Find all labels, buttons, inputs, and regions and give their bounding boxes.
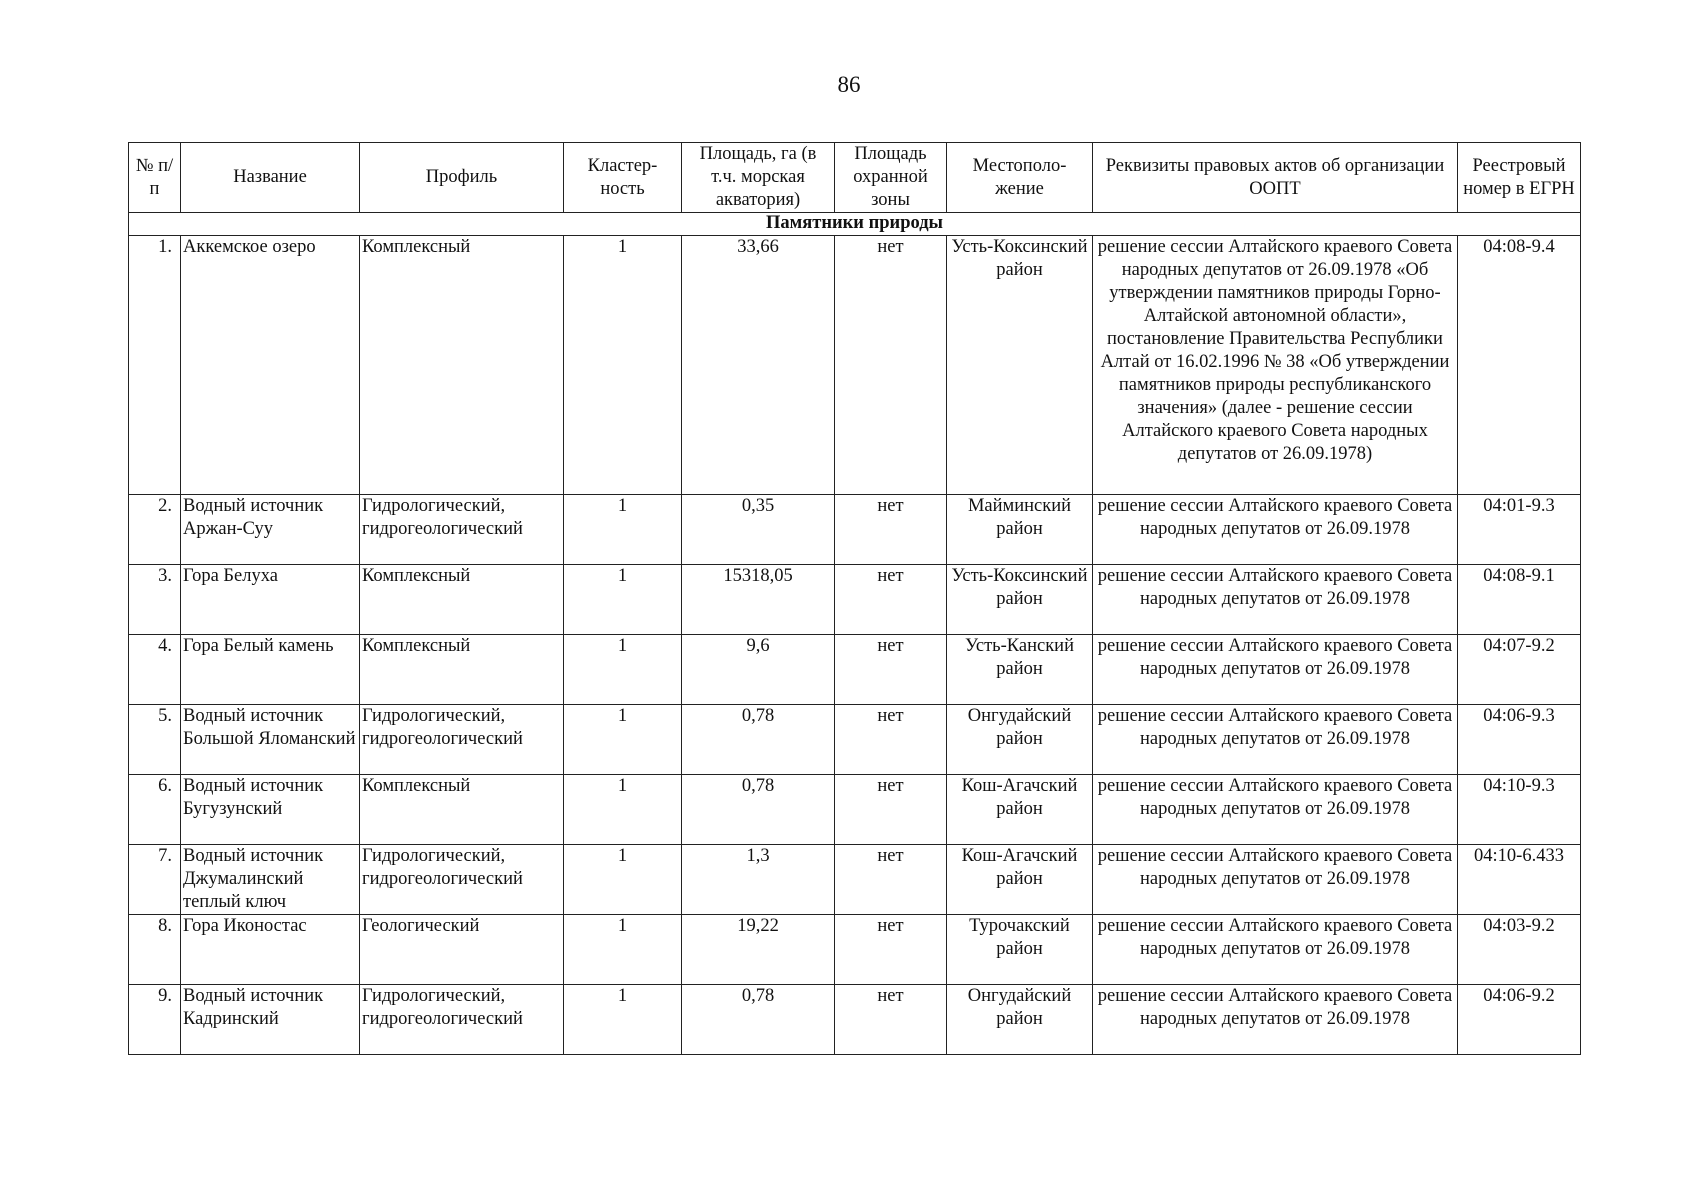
cell-profile: Комплексный bbox=[360, 236, 564, 495]
cell-profile: Геологический bbox=[360, 915, 564, 985]
cell-name: Водный источник Кадринский bbox=[181, 985, 360, 1055]
cell-registry: 04:10-6.433 bbox=[1458, 845, 1581, 915]
cell-num: 7. bbox=[129, 845, 181, 915]
cell-profile: Комплексный bbox=[360, 565, 564, 635]
table-row bbox=[129, 495, 1581, 565]
table-row bbox=[129, 565, 1581, 635]
cell-acts: решение сессии Алтайского краевого Совета народных депутатов от 26.09.1978 bbox=[1093, 775, 1458, 845]
cell-name: Гора Иконостас bbox=[181, 915, 360, 985]
cell-area: 33,66 bbox=[682, 236, 835, 495]
cell-num: 5. bbox=[129, 705, 181, 775]
cell-acts: решение сессии Алтайского краевого Совета народных депутатов от 26.09.1978 bbox=[1093, 495, 1458, 565]
cell-area: 0,78 bbox=[682, 705, 835, 775]
table-header-row bbox=[129, 143, 1581, 213]
cell-area: 0,35 bbox=[682, 495, 835, 565]
table-row bbox=[129, 985, 1581, 1055]
cell-num: 8. bbox=[129, 915, 181, 985]
section-row bbox=[129, 213, 1581, 236]
cell-location: Майминский район bbox=[947, 495, 1093, 565]
table-row bbox=[129, 845, 1581, 915]
cell-zone: нет bbox=[835, 635, 947, 705]
cell-profile: Гидрологический, гидрогеологический bbox=[360, 985, 564, 1055]
table-row bbox=[129, 775, 1581, 845]
cell-zone: нет bbox=[835, 565, 947, 635]
cell-cluster: 1 bbox=[564, 635, 682, 705]
cell-cluster: 1 bbox=[564, 775, 682, 845]
cell-area: 15318,05 bbox=[682, 565, 835, 635]
header-zone: Площадь охранной зоны bbox=[835, 143, 947, 213]
cell-location: Онгудайский район bbox=[947, 705, 1093, 775]
cell-location: Усть-Коксинский район bbox=[947, 236, 1093, 495]
page-number: 86 bbox=[837, 72, 861, 97]
cell-location: Усть-Коксинский район bbox=[947, 565, 1093, 635]
cell-location: Кош-Агачский район bbox=[947, 845, 1093, 915]
table-row bbox=[129, 236, 1581, 495]
cell-registry: 04:08-9.1 bbox=[1458, 565, 1581, 635]
header-profile: Профиль bbox=[360, 143, 564, 213]
cell-area: 0,78 bbox=[682, 775, 835, 845]
cell-registry: 04:10-9.3 bbox=[1458, 775, 1581, 845]
cell-cluster: 1 bbox=[564, 985, 682, 1055]
cell-location: Турочакский район bbox=[947, 915, 1093, 985]
header-num: № п/п bbox=[129, 143, 181, 213]
cell-name: Гора Белуха bbox=[181, 565, 360, 635]
cell-registry: 04:01-9.3 bbox=[1458, 495, 1581, 565]
header-cluster: Кластер-ность bbox=[564, 143, 682, 213]
cell-cluster: 1 bbox=[564, 705, 682, 775]
cell-acts: решение сессии Алтайского краевого Совета народных депутатов от 26.09.1978 bbox=[1093, 705, 1458, 775]
cell-area: 0,78 bbox=[682, 985, 835, 1055]
cell-zone: нет bbox=[835, 985, 947, 1055]
cell-num: 3. bbox=[129, 565, 181, 635]
cell-name: Водный источник Аржан-Суу bbox=[181, 495, 360, 565]
table-row bbox=[129, 705, 1581, 775]
cell-registry: 04:06-9.3 bbox=[1458, 705, 1581, 775]
header-name: Название bbox=[181, 143, 360, 213]
cell-acts: решение сессии Алтайского краевого Совета народных депутатов от 26.09.1978 «Об утверждении памятников природы Горно-Алтайской автономной области», постановление Правительства Республики Алтай от 16.02.1996 № 38 «Об утверждении памятников природы республиканского значения» (далее - решение сессии Алтайского краевого Совета народных депутатов от 26.09.1978) bbox=[1093, 236, 1458, 495]
protected-areas-table bbox=[128, 142, 1581, 1055]
cell-zone: нет bbox=[835, 495, 947, 565]
cell-cluster: 1 bbox=[564, 495, 682, 565]
section-title: Памятники природы bbox=[129, 213, 1581, 236]
cell-num: 6. bbox=[129, 775, 181, 845]
cell-registry: 04:03-9.2 bbox=[1458, 915, 1581, 985]
cell-acts: решение сессии Алтайского краевого Совета народных депутатов от 26.09.1978 bbox=[1093, 565, 1458, 635]
cell-acts: решение сессии Алтайского краевого Совета народных депутатов от 26.09.1978 bbox=[1093, 635, 1458, 705]
cell-name: Гора Белый камень bbox=[181, 635, 360, 705]
cell-profile: Гидрологический, гидрогеологический bbox=[360, 705, 564, 775]
cell-cluster: 1 bbox=[564, 236, 682, 495]
cell-name: Водный источник Большой Яломанский bbox=[181, 705, 360, 775]
cell-registry: 04:07-9.2 bbox=[1458, 635, 1581, 705]
cell-zone: нет bbox=[835, 775, 947, 845]
cell-cluster: 1 bbox=[564, 915, 682, 985]
cell-cluster: 1 bbox=[564, 565, 682, 635]
cell-location: Усть-Канский район bbox=[947, 635, 1093, 705]
cell-zone: нет bbox=[835, 236, 947, 495]
cell-num: 9. bbox=[129, 985, 181, 1055]
header-area: Площадь, га (в т.ч. морская акватория) bbox=[682, 143, 835, 213]
cell-profile: Гидрологический, гидрогеологический bbox=[360, 845, 564, 915]
cell-registry: 04:06-9.2 bbox=[1458, 985, 1581, 1055]
table-row bbox=[129, 915, 1581, 985]
cell-acts: решение сессии Алтайского краевого Совета народных депутатов от 26.09.1978 bbox=[1093, 985, 1458, 1055]
header-registry: Реестровый номер в ЕГРН bbox=[1458, 143, 1581, 213]
cell-acts: решение сессии Алтайского краевого Совета народных депутатов от 26.09.1978 bbox=[1093, 845, 1458, 915]
cell-zone: нет bbox=[835, 845, 947, 915]
cell-profile: Комплексный bbox=[360, 775, 564, 845]
cell-cluster: 1 bbox=[564, 845, 682, 915]
cell-location: Кош-Агачский район bbox=[947, 775, 1093, 845]
cell-zone: нет bbox=[835, 705, 947, 775]
cell-profile: Гидрологический, гидрогеологический bbox=[360, 495, 564, 565]
header-acts: Реквизиты правовых актов об организации ООПТ bbox=[1093, 143, 1458, 213]
cell-acts: решение сессии Алтайского краевого Совета народных депутатов от 26.09.1978 bbox=[1093, 915, 1458, 985]
cell-zone: нет bbox=[835, 915, 947, 985]
cell-name: Водный источник Бугузунский bbox=[181, 775, 360, 845]
cell-area: 1,3 bbox=[682, 845, 835, 915]
table-row bbox=[129, 635, 1581, 705]
cell-profile: Комплексный bbox=[360, 635, 564, 705]
cell-num: 4. bbox=[129, 635, 181, 705]
cell-area: 9,6 bbox=[682, 635, 835, 705]
cell-name: Аккемское озеро bbox=[181, 236, 360, 495]
cell-name: Водный источник Джумалинский теплый ключ bbox=[181, 845, 360, 915]
cell-area: 19,22 bbox=[682, 915, 835, 985]
cell-num: 1. bbox=[129, 236, 181, 495]
header-location: Местополо-жение bbox=[947, 143, 1093, 213]
cell-num: 2. bbox=[129, 495, 181, 565]
cell-location: Онгудайский район bbox=[947, 985, 1093, 1055]
cell-registry: 04:08-9.4 bbox=[1458, 236, 1581, 495]
